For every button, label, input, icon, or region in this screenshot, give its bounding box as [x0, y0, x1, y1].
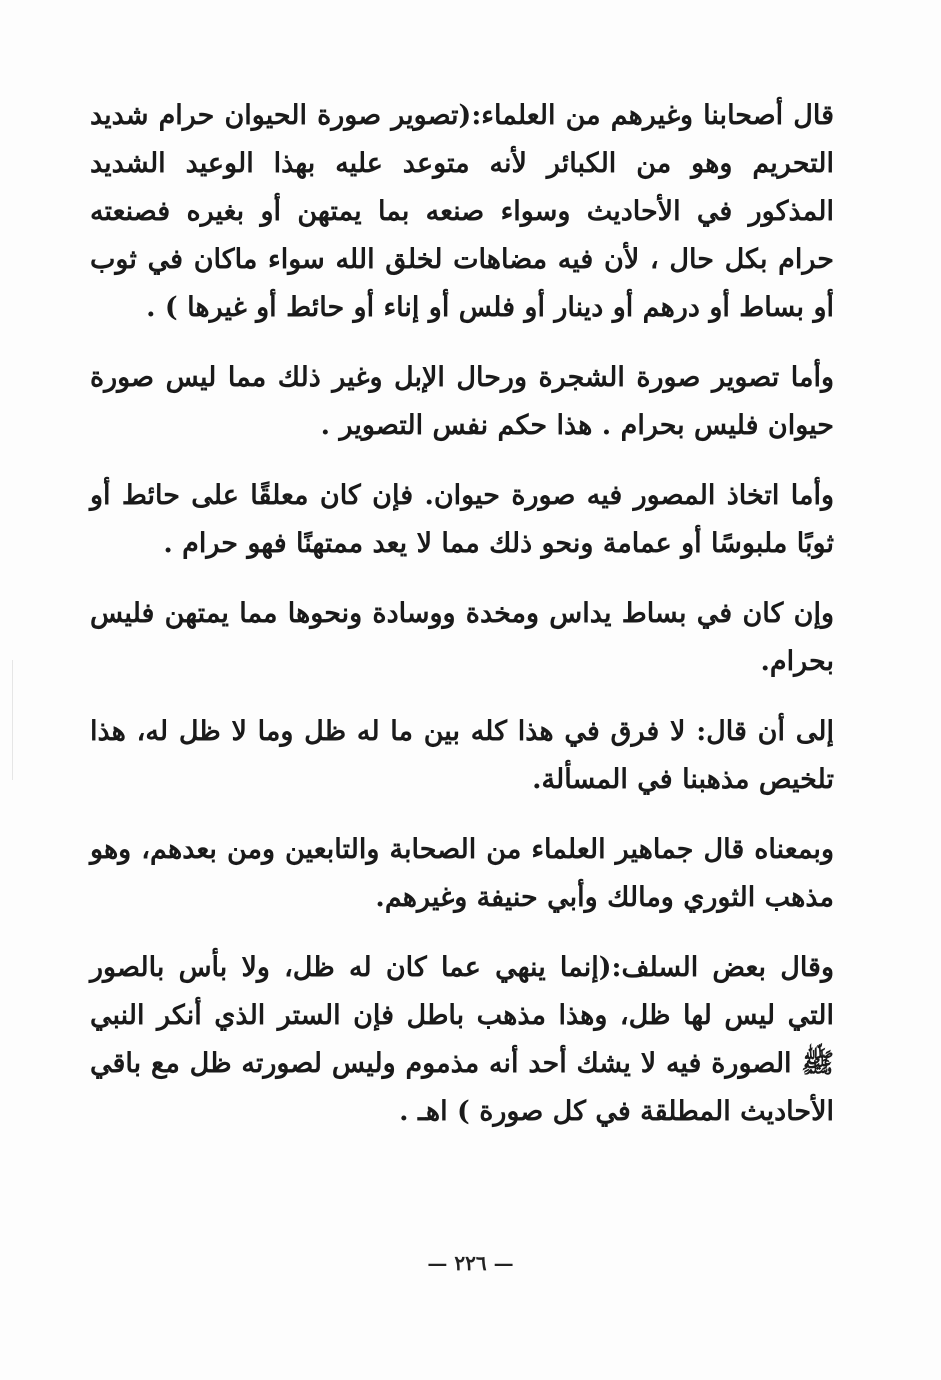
paragraph-4: وإن كان في بساط يداس ومخدة ووسادة ونحوها مما يمتهن فليس بحرام.: [90, 598, 834, 677]
paragraph-3: وأما اتخاذ المصور فيه صورة حيوان. فإن كان معلقًا على حائط أو ثوبًا ملبوسًا أو عمامة ونحو ذلك مما لا يعد ممتهنًا فهو حرام .: [90, 480, 834, 559]
body-text: [90, 92, 834, 1158]
scan-edge-mark: [12, 660, 13, 780]
paragraph-1: قال أصحابنا وغيرهم من العلماء:(تصوير صورة الحيوان حرام شديد التحريم وهو من الكبائر لأنه متوعد عليه بهذا الوعيد الشديد المذكور في الأحاديث وسواء صنعه بما يمتهن أو بغيره فصنعته حرام بكل حال ، لأن فيه مضاهات لخلق الله سواء ماكان في ثوب أو بساط أو درهم أو دينار أو فلس أو إناء أو حائط أو غيرها ) .: [90, 100, 834, 323]
page-number: — ٢٢٦ —: [427, 1251, 514, 1275]
paragraph-2: وأما تصوير صورة الشجرة ورحال الإبل وغير ذلك مما ليس صورة حيوان فليس بحرام . هذا حكم نفس التصوير .: [90, 362, 834, 441]
paragraph-7: وقال بعض السلف:(إنما ينهي عما كان له ظل، ولا بأس بالصور التي ليس لها ظل، وهذا مذهب باطل فإن الستر الذي أنكر النبي ﷺ الصورة فيه لا يشك أحد أنه مذموم وليس لصورته ظل مع باقي الأحاديث المطلقة في كل صورة ) اهـ .: [90, 952, 834, 1127]
paragraph-6: وبمعناه قال جماهير العلماء من الصحابة والتابعين ومن بعدهم، وهو مذهب الثوري ومالك وأبي حنيفة وغيرهم.: [90, 834, 834, 913]
paragraph-5: إلى أن قال: لا فرق في هذا كله بين ما له ظل وما لا ظل له، هذا تلخيص مذهبنا في المسألة.: [90, 716, 834, 795]
